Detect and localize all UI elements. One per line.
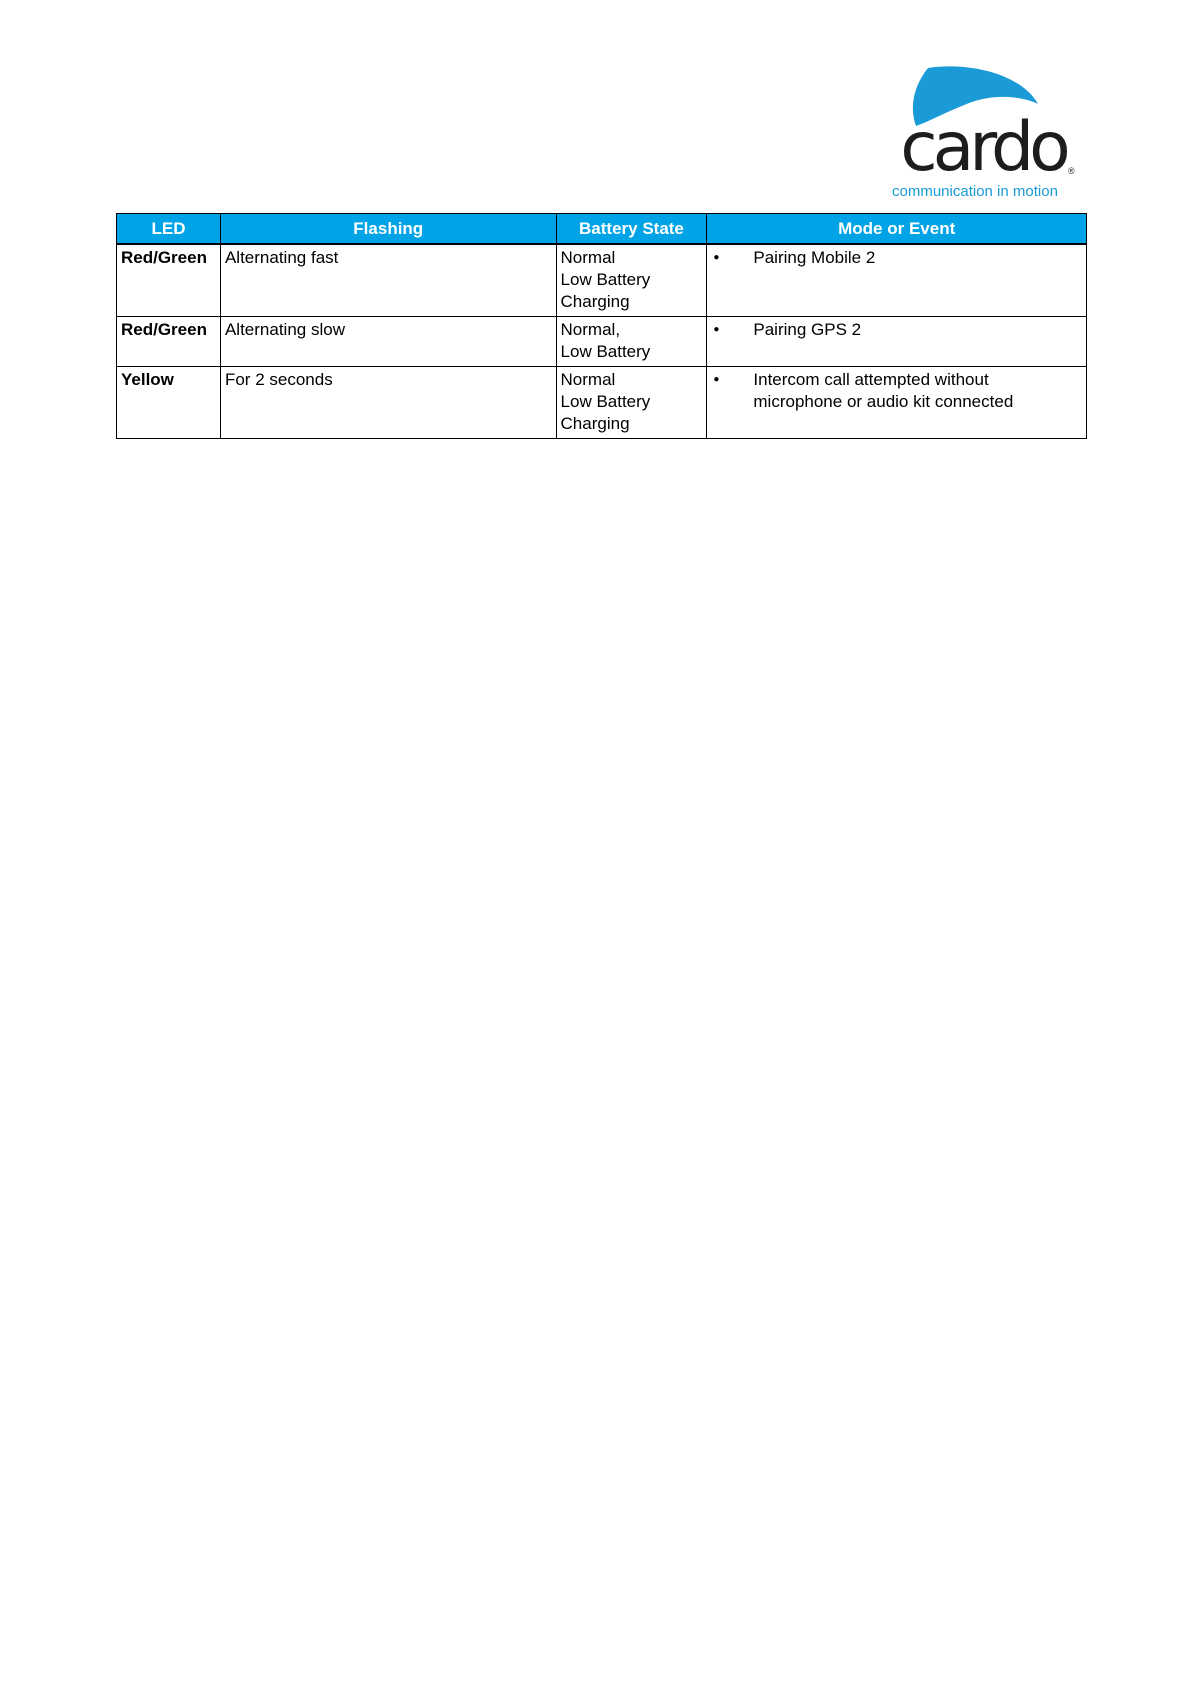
logo-wordmark: cardo — [900, 108, 1066, 187]
flashing-cell: Alternating slow — [220, 317, 556, 367]
header-flashing: Flashing — [220, 214, 556, 245]
battery-state-line: Charging — [560, 414, 630, 433]
battery-state-line: Charging — [560, 292, 630, 311]
battery-state-line: Low Battery — [560, 392, 651, 411]
event-cell — [707, 244, 1087, 317]
logo-registered-mark: ® — [1068, 166, 1075, 176]
led-status-table — [116, 213, 1087, 439]
battery-cell — [556, 317, 707, 367]
logo-tagline: communication in motion — [892, 183, 1058, 200]
flashing-cell: For 2 seconds — [220, 367, 556, 439]
table-header-row — [117, 214, 1087, 245]
event-line: Pairing Mobile 2 — [753, 248, 876, 267]
led-cell: Red/Green — [117, 244, 221, 317]
bullet-icon: ● — [713, 374, 720, 385]
battery-state-line: Low Battery — [560, 342, 651, 361]
led-cell: Red/Green — [117, 317, 221, 367]
event-cell — [707, 317, 1087, 367]
header-battery-state: Battery State — [556, 214, 707, 245]
led-cell: Yellow — [117, 367, 221, 439]
bullet-icon: ● — [713, 252, 720, 263]
battery-cell — [556, 244, 707, 317]
event-cell — [707, 367, 1087, 439]
event-line: Intercom call attempted without — [753, 370, 989, 389]
event-line: Pairing GPS 2 — [753, 320, 862, 339]
battery-cell — [556, 367, 707, 439]
table-row — [117, 367, 1087, 439]
table-row — [117, 244, 1087, 317]
table-row — [117, 317, 1087, 367]
flashing-cell: Alternating fast — [220, 244, 556, 317]
battery-state-line: Normal — [560, 370, 616, 389]
battery-state-line: Normal — [560, 248, 616, 267]
cardo-logo — [888, 66, 1084, 202]
header-led: LED — [117, 214, 221, 245]
battery-state-line: Normal, — [560, 320, 621, 339]
battery-state-line: Low Battery — [560, 270, 651, 289]
bullet-icon: ● — [713, 324, 720, 335]
event-line: microphone or audio kit connected — [753, 392, 1014, 411]
header-mode-or-event: Mode or Event — [707, 214, 1087, 245]
